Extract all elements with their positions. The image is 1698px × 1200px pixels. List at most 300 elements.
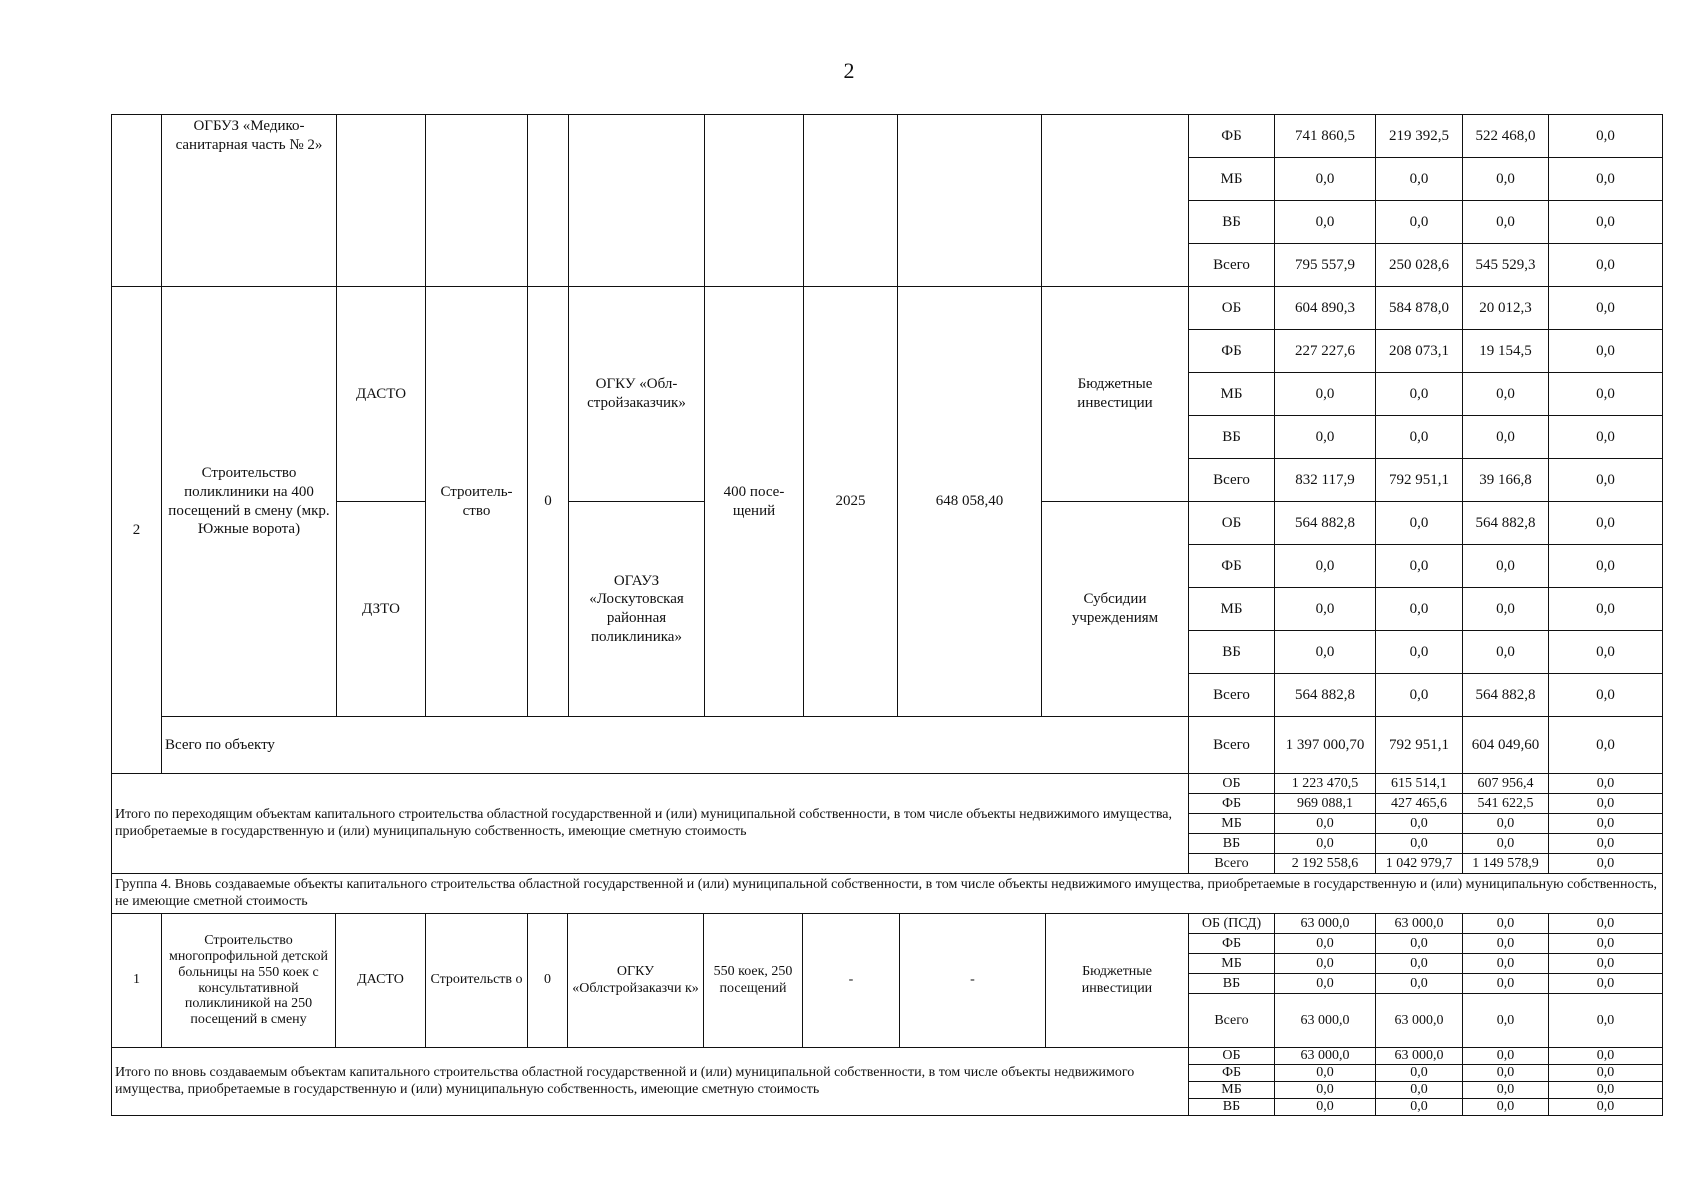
budget-total-cell-text: 795 557,9 bbox=[1295, 256, 1355, 273]
budget-y1-cell-text: 427 465,6 bbox=[1391, 795, 1447, 811]
budget-y2-cell-text: 0,0 bbox=[1496, 1065, 1515, 1081]
funding-form-cell-text: Бюджетные инвестиции bbox=[1077, 376, 1153, 411]
budget-source-cell-text: ОБ bbox=[1221, 299, 1242, 316]
object-name-cell bbox=[161, 286, 337, 717]
budget-table bbox=[111, 114, 1662, 1116]
budget-source-cell-text: ФБ bbox=[1221, 795, 1242, 811]
budget-total-cell-text: 63 000,0 bbox=[1300, 915, 1350, 931]
budget-y3-cell bbox=[1548, 773, 1663, 794]
budget-y2-cell-text: 20 012,3 bbox=[1479, 299, 1532, 316]
budget-source-cell-text: ОБ bbox=[1221, 514, 1242, 531]
budget-source-cell bbox=[1188, 415, 1275, 459]
object-total-y2-cell bbox=[1462, 716, 1549, 774]
budget-total-cell-text: 1 223 470,5 bbox=[1291, 775, 1359, 791]
budget-y1-cell-text: 0,0 bbox=[1410, 1065, 1428, 1081]
budget-y2-cell bbox=[1462, 993, 1549, 1048]
budget-total-cell bbox=[1274, 630, 1376, 674]
organization-cell bbox=[161, 114, 337, 287]
budget-y2-cell-text: 0,0 bbox=[1496, 835, 1515, 851]
work-type-cell-text: Строительств о bbox=[430, 972, 523, 988]
capacity-cell bbox=[704, 286, 804, 717]
year-cell-text: - bbox=[848, 972, 854, 988]
budget-source-cell-text: ВБ bbox=[1222, 1099, 1241, 1115]
budget-source-cell-text: ВБ bbox=[1222, 643, 1241, 660]
budget-source-cell bbox=[1188, 793, 1275, 814]
budget-source-cell bbox=[1188, 243, 1275, 287]
budget-total-cell bbox=[1274, 953, 1376, 974]
department-cell-text: ДЗТО bbox=[362, 600, 400, 617]
budget-total-cell bbox=[1274, 993, 1376, 1048]
budget-y3-cell-text: 0,0 bbox=[1596, 795, 1615, 811]
budget-total-cell-text: 0,0 bbox=[1315, 428, 1335, 445]
budget-y1-cell-text: 63 000,0 bbox=[1394, 1012, 1444, 1028]
budget-total-cell-text: 0,0 bbox=[1316, 815, 1334, 831]
object-total-source-cell-text: Всего bbox=[1213, 736, 1250, 753]
budget-source-cell-text: ОБ bbox=[1222, 1048, 1241, 1064]
budget-y2-cell-text: 0,0 bbox=[1496, 385, 1515, 402]
budget-y2-cell-text: 0,0 bbox=[1496, 975, 1515, 991]
budget-total-cell-text: 0,0 bbox=[1315, 170, 1335, 187]
budget-y1-cell bbox=[1375, 1047, 1463, 1065]
budget-y3-cell bbox=[1548, 630, 1663, 674]
budget-y2-cell-text: 39 166,8 bbox=[1479, 471, 1532, 488]
budget-source-cell-text: ФБ bbox=[1221, 935, 1242, 951]
budget-y2-cell bbox=[1462, 773, 1549, 794]
budget-source-cell bbox=[1188, 1098, 1275, 1116]
budget-y3-cell-text: 0,0 bbox=[1596, 975, 1615, 991]
budget-y1-cell-text: 0,0 bbox=[1410, 1099, 1428, 1115]
budget-y2-cell bbox=[1462, 1098, 1549, 1116]
budget-total-cell bbox=[1274, 913, 1376, 934]
budget-y2-cell-text: 0,0 bbox=[1496, 815, 1515, 831]
budget-y3-cell-text: 0,0 bbox=[1596, 686, 1615, 703]
budget-source-cell bbox=[1188, 1064, 1275, 1082]
budget-y2-cell-text: 0,0 bbox=[1496, 170, 1515, 187]
capacity-cell bbox=[703, 913, 803, 1048]
budget-y2-cell bbox=[1462, 913, 1549, 934]
cost-cell bbox=[897, 286, 1042, 717]
object-total-label bbox=[161, 716, 1189, 774]
budget-y2-cell bbox=[1462, 587, 1549, 631]
budget-y3-cell bbox=[1548, 973, 1663, 994]
budget-total-cell-text: 0,0 bbox=[1315, 557, 1335, 574]
budget-y2-cell-text: 0,0 bbox=[1496, 955, 1515, 971]
budget-y1-cell bbox=[1375, 1064, 1463, 1082]
budget-y2-cell-text: 541 622,5 bbox=[1477, 795, 1534, 811]
group4-heading-text: Группа 4. Вновь создаваемые объекты капитального строительства областной государственной и (или) муниципальной собственности, в том числе объекты недвижимого имущества, приобретаемые в государственную и (или) муниципальную собственность, не имеющие сметной стоимость bbox=[115, 877, 1658, 909]
budget-y1-cell bbox=[1375, 993, 1463, 1048]
empty-cell bbox=[568, 114, 705, 287]
budget-y3-cell-text: 0,0 bbox=[1596, 256, 1615, 273]
budget-y1-cell bbox=[1375, 953, 1463, 974]
budget-source-cell bbox=[1188, 913, 1275, 934]
budget-y1-cell bbox=[1375, 157, 1463, 201]
customer-cell-text: ОГКУ «Облстройзаказчи к» bbox=[572, 964, 699, 996]
budget-y3-cell-text: 0,0 bbox=[1596, 170, 1615, 187]
budget-y3-cell bbox=[1548, 993, 1663, 1048]
budget-y2-cell-text: 607 956,4 bbox=[1477, 775, 1534, 791]
budget-y3-cell-text: 0,0 bbox=[1596, 471, 1615, 488]
budget-y3-cell bbox=[1548, 1098, 1663, 1116]
budget-y3-cell bbox=[1548, 673, 1663, 717]
budget-y3-cell-text: 0,0 bbox=[1596, 557, 1615, 574]
budget-y3-cell-text: 0,0 bbox=[1596, 835, 1615, 851]
budget-source-cell bbox=[1188, 286, 1275, 330]
budget-y2-cell bbox=[1462, 501, 1549, 545]
budget-y1-cell bbox=[1375, 673, 1463, 717]
budget-y1-cell-text: 0,0 bbox=[1409, 557, 1429, 574]
capacity-cell-text: 400 посе-щений bbox=[723, 483, 785, 519]
budget-total-cell-text: 741 860,5 bbox=[1295, 127, 1355, 144]
budget-source-cell-text: Всего bbox=[1214, 855, 1249, 871]
budget-y1-cell-text: 0,0 bbox=[1409, 385, 1429, 402]
funding-form-cell bbox=[1041, 286, 1189, 502]
budget-y2-cell bbox=[1462, 114, 1549, 158]
row-number-cell-text: 2 bbox=[132, 521, 141, 538]
budget-y1-cell bbox=[1375, 853, 1463, 874]
budget-y3-cell-text: 0,0 bbox=[1596, 428, 1615, 445]
empty-cell bbox=[704, 114, 804, 287]
budget-y1-cell bbox=[1375, 415, 1463, 459]
budget-y3-cell bbox=[1548, 1064, 1663, 1082]
budget-source-cell bbox=[1188, 114, 1275, 158]
budget-total-cell-text: 0,0 bbox=[1316, 1065, 1334, 1081]
budget-total-cell bbox=[1274, 544, 1376, 588]
budget-source-cell bbox=[1188, 630, 1275, 674]
department-cell-text: ДАСТО bbox=[357, 972, 404, 988]
budget-y3-cell bbox=[1548, 833, 1663, 854]
year-cell bbox=[802, 913, 900, 1048]
budget-y2-cell bbox=[1462, 1081, 1549, 1099]
budget-y2-cell bbox=[1462, 853, 1549, 874]
budget-y2-cell bbox=[1462, 630, 1549, 674]
budget-y2-cell bbox=[1462, 544, 1549, 588]
summary-transitional-label-text: Итого по переходящим объектам капитального строительства областной государственной и (или) муниципальной собственности, в том числе объекты недвижимого имущества, приобретаемые в государственную и (или) муниципальную собственность, имеющие сметную стоимость bbox=[115, 807, 1173, 839]
year-cell-text: 2025 bbox=[835, 493, 866, 510]
budget-total-cell bbox=[1274, 458, 1376, 502]
budget-source-cell-text: Всего bbox=[1213, 256, 1250, 273]
budget-y3-cell bbox=[1548, 1047, 1663, 1065]
budget-y1-cell bbox=[1375, 286, 1463, 330]
budget-total-cell-text: 0,0 bbox=[1316, 835, 1334, 851]
cost-cell-text: - bbox=[970, 972, 975, 988]
budget-y3-cell bbox=[1548, 853, 1663, 874]
budget-total-cell-text: 0,0 bbox=[1315, 385, 1335, 402]
budget-total-cell bbox=[1274, 114, 1376, 158]
budget-y1-cell-text: 615 514,1 bbox=[1391, 775, 1447, 791]
budget-y3-cell-text: 0,0 bbox=[1596, 213, 1615, 230]
cost-cell bbox=[899, 913, 1046, 1048]
budget-y3-cell bbox=[1548, 458, 1663, 502]
budget-source-cell-text: ФБ bbox=[1221, 557, 1242, 574]
budget-y3-cell bbox=[1548, 415, 1663, 459]
budget-y2-cell-text: 522 468,0 bbox=[1475, 127, 1536, 144]
budget-y1-cell-text: 0,0 bbox=[1410, 815, 1428, 831]
funding-form-cell bbox=[1041, 501, 1189, 717]
budget-source-cell-text: ВБ bbox=[1222, 975, 1241, 991]
budget-y2-cell bbox=[1462, 953, 1549, 974]
budget-y2-cell bbox=[1462, 833, 1549, 854]
budget-total-cell-text: 227 227,6 bbox=[1295, 342, 1355, 359]
year-cell bbox=[803, 286, 898, 717]
budget-source-cell bbox=[1188, 813, 1275, 834]
budget-y3-cell bbox=[1548, 243, 1663, 287]
budget-y1-cell-text: 0,0 bbox=[1409, 600, 1429, 617]
object-total-y3-cell bbox=[1548, 716, 1663, 774]
budget-y2-cell bbox=[1462, 372, 1549, 416]
budget-total-cell-text: 564 882,8 bbox=[1295, 514, 1355, 531]
budget-y3-cell bbox=[1548, 544, 1663, 588]
budget-total-cell bbox=[1274, 415, 1376, 459]
object-total-y1-cell bbox=[1375, 716, 1463, 774]
budget-y1-cell-text: 63 000,0 bbox=[1394, 1048, 1444, 1064]
budget-total-cell bbox=[1274, 673, 1376, 717]
budget-y2-cell bbox=[1462, 1064, 1549, 1082]
budget-y3-cell-text: 0,0 bbox=[1596, 775, 1615, 791]
budget-y3-cell bbox=[1548, 372, 1663, 416]
budget-y1-cell bbox=[1375, 933, 1463, 954]
work-type-cell bbox=[425, 286, 528, 717]
budget-y3-cell-text: 0,0 bbox=[1596, 1082, 1615, 1098]
budget-y2-cell bbox=[1462, 933, 1549, 954]
budget-total-cell-text: 969 088,1 bbox=[1297, 795, 1353, 811]
budget-total-cell-text: 0,0 bbox=[1315, 600, 1335, 617]
budget-y1-cell bbox=[1375, 793, 1463, 814]
budget-total-cell-text: 0,0 bbox=[1316, 1099, 1334, 1115]
budget-y3-cell-text: 0,0 bbox=[1596, 1012, 1615, 1028]
budget-y1-cell bbox=[1375, 833, 1463, 854]
budget-source-cell bbox=[1188, 993, 1275, 1048]
budget-source-cell-text: МБ bbox=[1220, 385, 1243, 402]
budget-total-cell-text: 0,0 bbox=[1316, 975, 1334, 991]
budget-y3-cell-text: 0,0 bbox=[1596, 1099, 1615, 1115]
summary-new-label bbox=[111, 1047, 1189, 1116]
budget-y1-cell bbox=[1375, 913, 1463, 934]
budget-y2-cell bbox=[1462, 973, 1549, 994]
budget-y2-cell bbox=[1462, 793, 1549, 814]
budget-y3-cell bbox=[1548, 286, 1663, 330]
customer-cell bbox=[567, 913, 704, 1048]
budget-source-cell-text: МБ bbox=[1221, 815, 1242, 831]
budget-y3-cell-text: 0,0 bbox=[1596, 935, 1615, 951]
budget-y1-cell bbox=[1375, 114, 1463, 158]
budget-y1-cell bbox=[1375, 1081, 1463, 1099]
budget-source-cell bbox=[1188, 953, 1275, 974]
budget-total-cell bbox=[1274, 1098, 1376, 1116]
budget-y3-cell-text: 0,0 bbox=[1596, 643, 1615, 660]
budget-source-cell bbox=[1188, 200, 1275, 244]
budget-total-cell-text: 564 882,8 bbox=[1295, 686, 1355, 703]
budget-source-cell-text: ФБ bbox=[1221, 127, 1242, 144]
budget-y1-cell-text: 0,0 bbox=[1410, 1082, 1428, 1098]
budget-y2-cell bbox=[1462, 673, 1549, 717]
empty-cell bbox=[1041, 114, 1189, 287]
budget-source-cell bbox=[1188, 1081, 1275, 1099]
object-name-cell-text: Строительство многопрофильной детской больницы на 550 коек с консультативной поликлиникой на 250 посещений в смену bbox=[168, 933, 329, 1027]
budget-source-cell-text: ВБ bbox=[1222, 835, 1241, 851]
zero-cell bbox=[527, 913, 568, 1048]
budget-y3-cell bbox=[1548, 953, 1663, 974]
budget-total-cell bbox=[1274, 286, 1376, 330]
work-type-cell-text: Строитель-ство bbox=[440, 483, 513, 519]
object-name-cell-text: Строительство поликлиники на 400 посещений в смену (мкр. Южные ворота) bbox=[168, 465, 330, 538]
zero-cell bbox=[527, 286, 569, 717]
budget-y2-cell-text: 564 882,8 bbox=[1475, 514, 1536, 531]
zero-cell-text: 0 bbox=[544, 972, 551, 988]
budget-y2-cell-text: 0,0 bbox=[1496, 935, 1515, 951]
budget-y3-cell-text: 0,0 bbox=[1596, 1065, 1615, 1081]
budget-y1-cell bbox=[1375, 200, 1463, 244]
budget-y1-cell-text: 219 392,5 bbox=[1389, 127, 1449, 144]
budget-source-cell-text: ВБ bbox=[1222, 213, 1241, 230]
budget-source-cell-text: МБ bbox=[1220, 170, 1243, 187]
object-total-label-text: Всего по объекту bbox=[165, 736, 275, 753]
budget-total-cell-text: 63 000,0 bbox=[1300, 1012, 1350, 1028]
budget-y3-cell-text: 0,0 bbox=[1596, 342, 1615, 359]
budget-source-cell bbox=[1188, 544, 1275, 588]
budget-y3-cell-text: 0,0 bbox=[1596, 815, 1615, 831]
funding-form-cell-text: Бюджетные инвестиции bbox=[1081, 964, 1153, 996]
budget-y1-cell bbox=[1375, 372, 1463, 416]
object-name-cell bbox=[161, 913, 336, 1048]
budget-total-cell-text: 832 117,9 bbox=[1295, 471, 1355, 488]
row-number-cell bbox=[111, 913, 162, 1048]
budget-y2-cell bbox=[1462, 243, 1549, 287]
budget-y2-cell-text: 0,0 bbox=[1496, 428, 1515, 445]
budget-y1-cell bbox=[1375, 544, 1463, 588]
budget-source-cell-text: ФБ bbox=[1221, 342, 1242, 359]
object-total-total-cell-text: 1 397 000,70 bbox=[1285, 736, 1365, 753]
budget-y2-cell-text: 19 154,5 bbox=[1479, 342, 1532, 359]
object-total-total-cell bbox=[1274, 716, 1376, 774]
budget-total-cell bbox=[1274, 793, 1376, 814]
budget-y1-cell-text: 0,0 bbox=[1410, 975, 1428, 991]
budget-total-cell-text: 63 000,0 bbox=[1300, 1048, 1350, 1064]
customer-cell-text: ОГАУЗ «Лоскутовская районная поликлиника» bbox=[589, 572, 684, 645]
budget-y2-cell-text: 0,0 bbox=[1496, 213, 1515, 230]
empty-cell bbox=[336, 114, 426, 287]
summary-new-label-text: Итого по вновь создаваемым объектам капитального строительства областной государственной и (или) муниципальной собственности, в том числе объекты недвижимого имущества, приобретаемые в государственную и (или) муниципальную собственность, имеющие сметную стоимость bbox=[115, 1065, 1135, 1097]
budget-source-cell bbox=[1188, 673, 1275, 717]
budget-total-cell bbox=[1274, 833, 1376, 854]
budget-y2-cell-text: 1 149 578,9 bbox=[1472, 855, 1539, 871]
empty-cell bbox=[425, 114, 528, 287]
budget-source-cell bbox=[1188, 933, 1275, 954]
budget-y1-cell-text: 208 073,1 bbox=[1389, 342, 1449, 359]
budget-total-cell bbox=[1274, 973, 1376, 994]
budget-total-cell bbox=[1274, 157, 1376, 201]
budget-total-cell bbox=[1274, 372, 1376, 416]
funding-form-cell bbox=[1045, 913, 1189, 1048]
budget-total-cell bbox=[1274, 773, 1376, 794]
budget-y3-cell-text: 0,0 bbox=[1596, 955, 1615, 971]
object-total-y3-cell-text: 0,0 bbox=[1596, 736, 1615, 753]
organization-cell-text: ОГБУЗ «Медико-санитарная часть № 2» bbox=[175, 118, 323, 153]
budget-total-cell-text: 0,0 bbox=[1315, 213, 1335, 230]
budget-source-cell bbox=[1188, 1047, 1275, 1065]
budget-y2-cell bbox=[1462, 286, 1549, 330]
budget-y3-cell-text: 0,0 bbox=[1596, 514, 1615, 531]
budget-source-cell-text: МБ bbox=[1221, 955, 1242, 971]
budget-source-cell bbox=[1188, 501, 1275, 545]
budget-total-cell-text: 2 192 558,6 bbox=[1291, 855, 1359, 871]
budget-source-cell bbox=[1188, 458, 1275, 502]
empty-cell bbox=[803, 114, 898, 287]
budget-total-cell bbox=[1274, 933, 1376, 954]
budget-y2-cell bbox=[1462, 329, 1549, 373]
budget-source-cell bbox=[1188, 973, 1275, 994]
budget-y1-cell-text: 792 951,1 bbox=[1389, 471, 1449, 488]
budget-y1-cell bbox=[1375, 813, 1463, 834]
row-number-cell-text: 1 bbox=[133, 972, 140, 988]
budget-y1-cell-text: 0,0 bbox=[1409, 213, 1429, 230]
budget-total-cell bbox=[1274, 501, 1376, 545]
budget-y1-cell bbox=[1375, 329, 1463, 373]
budget-y3-cell-text: 0,0 bbox=[1596, 855, 1615, 871]
budget-y3-cell bbox=[1548, 114, 1663, 158]
budget-source-cell-text: ВБ bbox=[1222, 428, 1241, 445]
budget-source-cell-text: ОБ (ПСД) bbox=[1201, 915, 1262, 931]
budget-y2-cell-text: 545 529,3 bbox=[1475, 256, 1536, 273]
budget-total-cell-text: 0,0 bbox=[1316, 935, 1334, 951]
budget-y1-cell bbox=[1375, 1098, 1463, 1116]
budget-y1-cell-text: 0,0 bbox=[1409, 514, 1429, 531]
object-total-source-cell bbox=[1188, 716, 1275, 774]
budget-total-cell bbox=[1274, 587, 1376, 631]
budget-y3-cell-text: 0,0 bbox=[1596, 915, 1615, 931]
budget-total-cell bbox=[1274, 1064, 1376, 1082]
budget-source-cell-text: Всего bbox=[1214, 1012, 1249, 1028]
budget-source-cell-text: МБ bbox=[1220, 600, 1243, 617]
budget-source-cell bbox=[1188, 372, 1275, 416]
budget-total-cell-text: 604 890,3 bbox=[1295, 299, 1355, 316]
budget-source-cell bbox=[1188, 833, 1275, 854]
department-cell-text: ДАСТО bbox=[355, 385, 407, 402]
budget-y2-cell bbox=[1462, 813, 1549, 834]
empty-cell bbox=[527, 114, 569, 287]
empty-cell bbox=[897, 114, 1042, 287]
budget-y2-cell-text: 0,0 bbox=[1496, 1012, 1515, 1028]
budget-y1-cell-text: 0,0 bbox=[1409, 686, 1429, 703]
object-total-y2-cell-text: 604 049,60 bbox=[1471, 736, 1540, 753]
budget-y3-cell bbox=[1548, 933, 1663, 954]
budget-y2-cell-text: 0,0 bbox=[1496, 915, 1515, 931]
object-total-y1-cell-text: 792 951,1 bbox=[1389, 736, 1449, 753]
budget-y3-cell bbox=[1548, 793, 1663, 814]
budget-y1-cell-text: 250 028,6 bbox=[1389, 256, 1449, 273]
budget-source-cell-text: ФБ bbox=[1221, 1065, 1242, 1081]
budget-source-cell-text: МБ bbox=[1221, 1082, 1242, 1098]
budget-y3-cell bbox=[1548, 157, 1663, 201]
department-cell bbox=[336, 501, 426, 717]
budget-y2-cell-text: 0,0 bbox=[1496, 1082, 1515, 1098]
zero-cell-text: 0 bbox=[544, 493, 552, 510]
budget-source-cell-text: Всего bbox=[1213, 686, 1250, 703]
budget-source-cell bbox=[1188, 157, 1275, 201]
budget-source-cell-text: Всего bbox=[1213, 471, 1250, 488]
budget-y1-cell-text: 584 878,0 bbox=[1389, 299, 1449, 316]
budget-source-cell bbox=[1188, 853, 1275, 874]
budget-y3-cell bbox=[1548, 587, 1663, 631]
customer-cell bbox=[568, 501, 705, 717]
budget-y1-cell bbox=[1375, 630, 1463, 674]
budget-y3-cell-text: 0,0 bbox=[1596, 127, 1615, 144]
funding-form-cell-text: Субсидии учреждениям bbox=[1071, 591, 1159, 626]
page-number: 2 bbox=[843, 58, 855, 83]
budget-y3-cell bbox=[1548, 913, 1663, 934]
budget-source-cell bbox=[1188, 329, 1275, 373]
budget-y1-cell bbox=[1375, 458, 1463, 502]
